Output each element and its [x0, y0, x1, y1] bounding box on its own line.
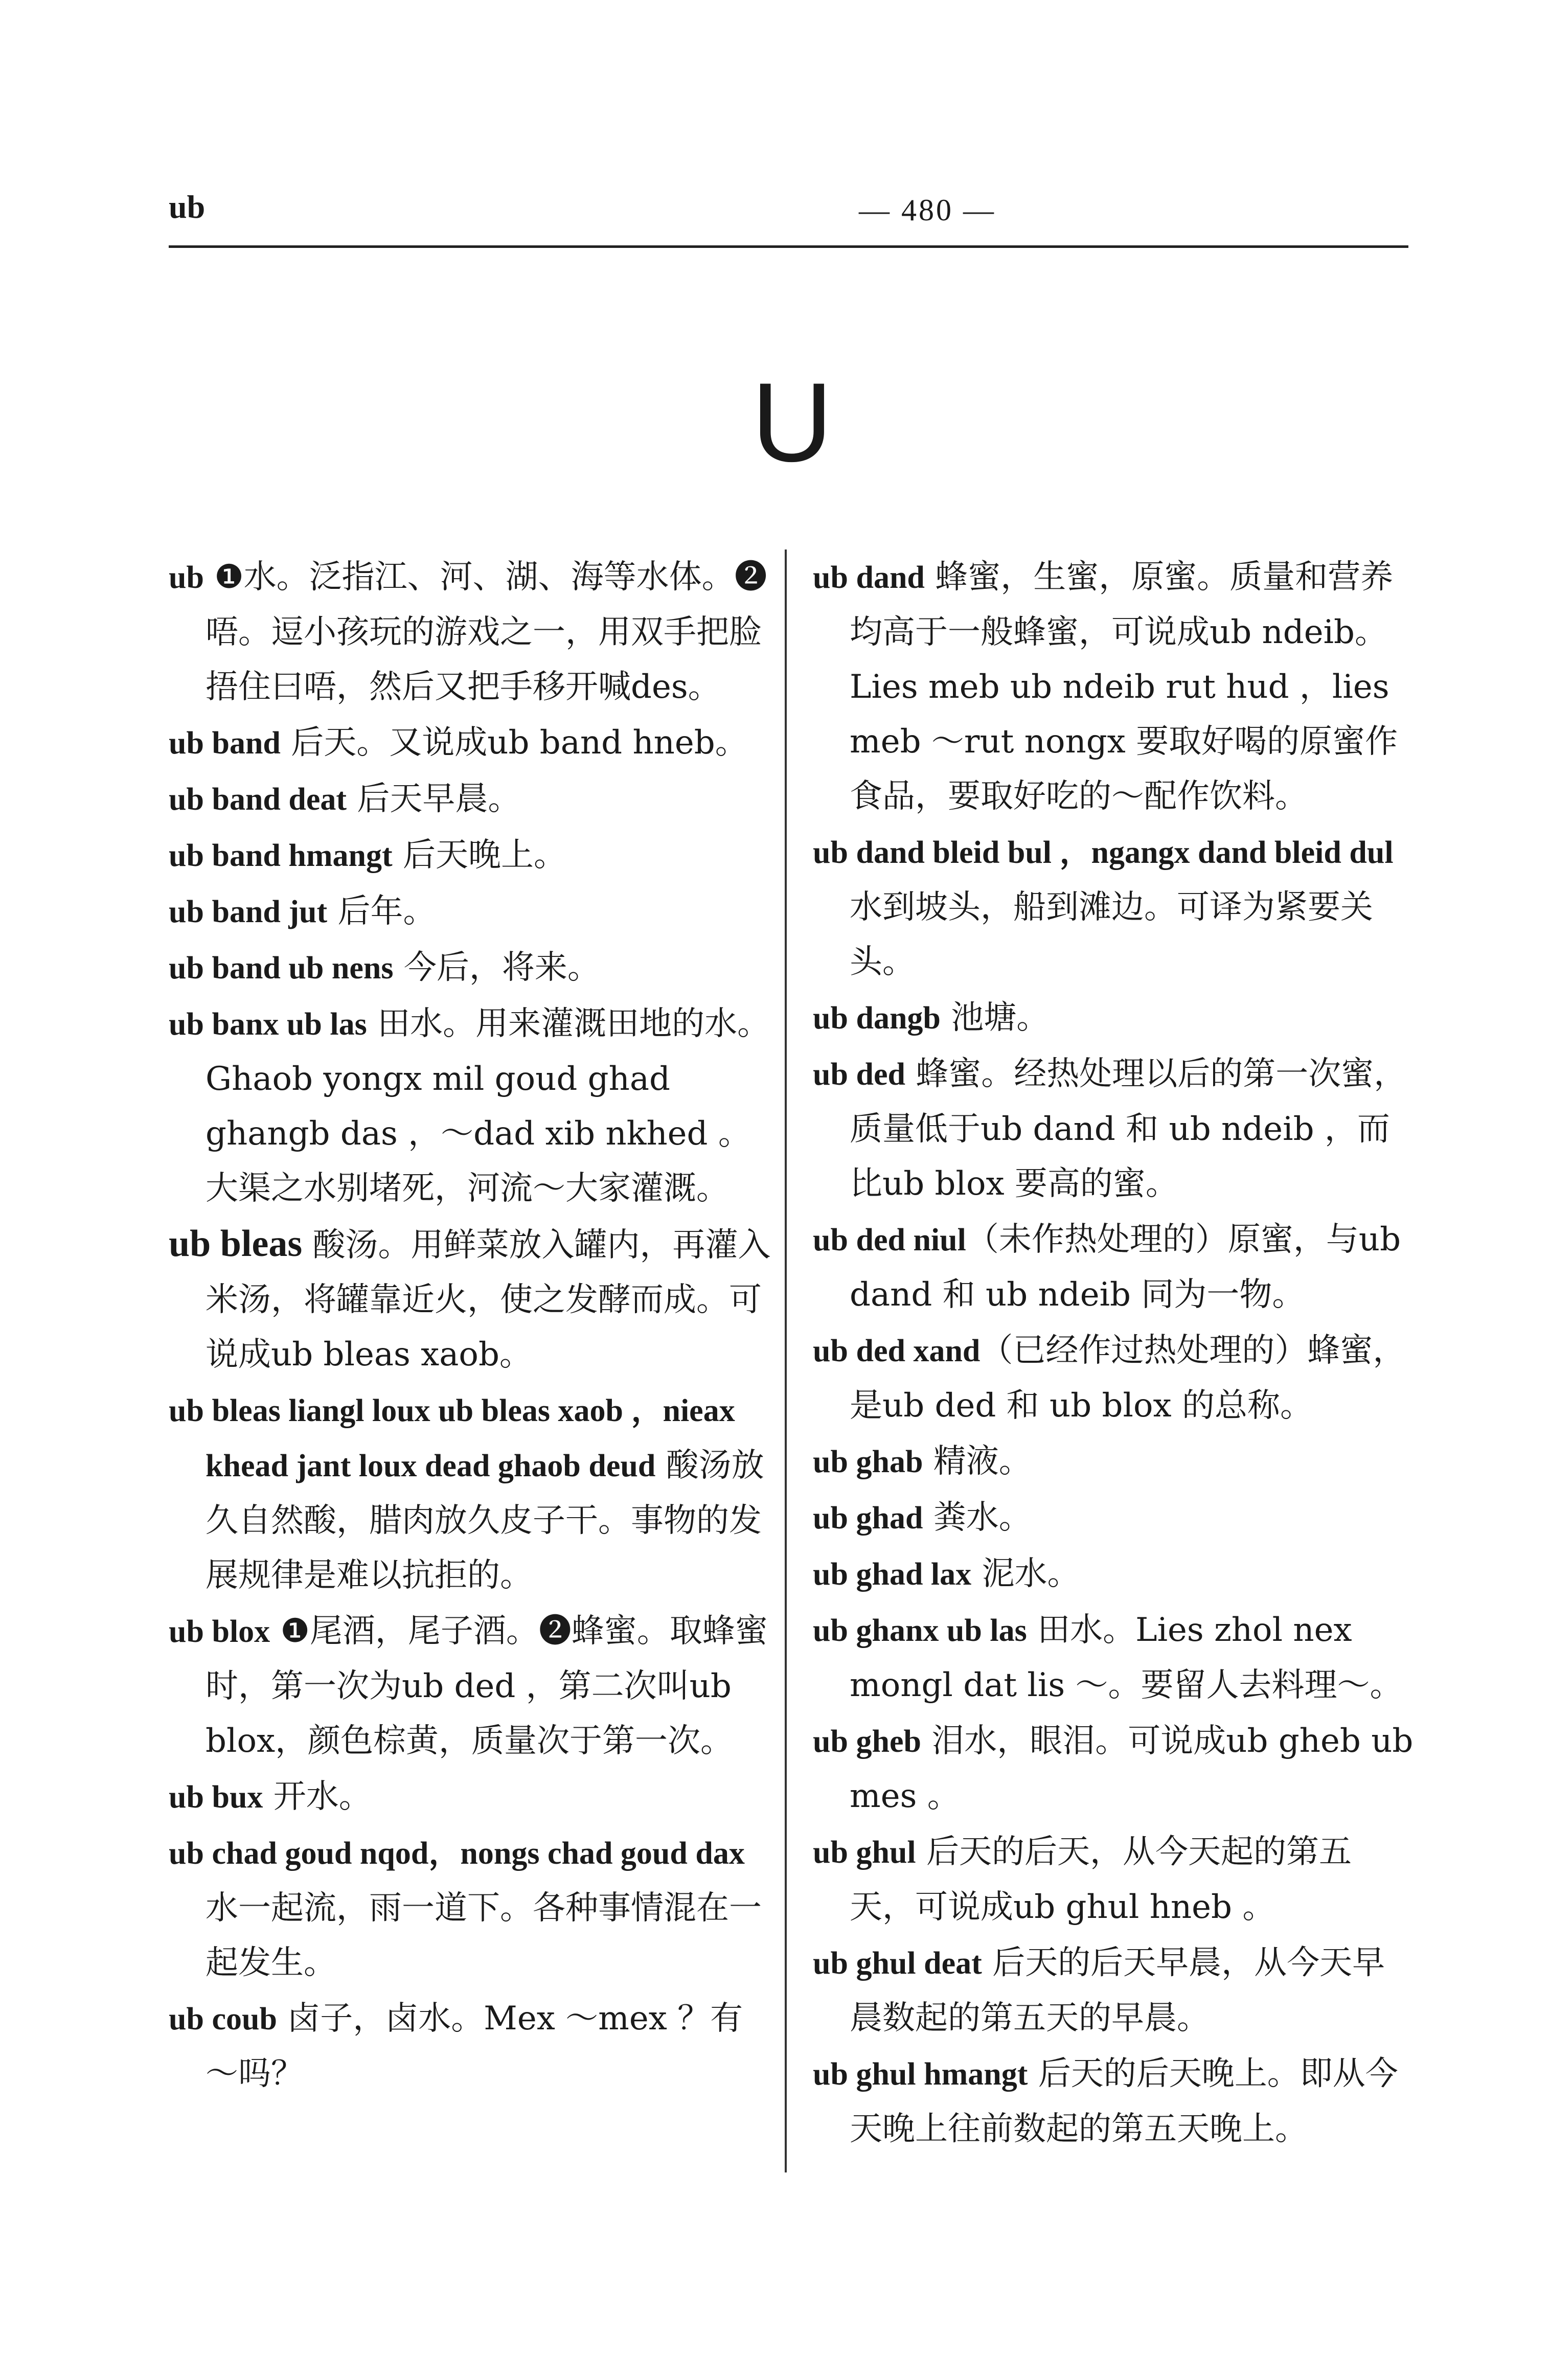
entry-headword: ub band jut: [169, 895, 328, 929]
dictionary-entry: [813, 1434, 1414, 1489]
dictionary-entry: [169, 550, 772, 714]
entry-definition: 水到坡头，船到滩边。可译为紧要关头。: [850, 888, 1373, 981]
entry-definition: 后天。又说成ub band hneb。: [280, 724, 748, 762]
dictionary-entry: [813, 825, 1414, 989]
entry-definition: 池塘。: [940, 999, 1050, 1037]
entry-headword: ub band hmangt: [169, 838, 393, 873]
entry-definition: 精液。: [923, 1443, 1032, 1480]
entry-definition: 后天的后天晚上。即从今天晚上往前数起的第五天晚上。: [850, 2055, 1398, 2148]
running-head-word: ub: [169, 189, 206, 225]
dictionary-entry: [169, 884, 772, 939]
entry-definition: 田水。用来灌溉田地的水。Ghaob yongx mil goud ghad ghangb das ，～dad xib nkhed 。大渠之水别堵死，河流～大家灌溉。: [206, 1005, 770, 1207]
entry-headword: ub ded xand: [813, 1334, 981, 1368]
entry-headword: ub banx ub las: [169, 1007, 367, 1042]
entry-definition: 泥水。: [971, 1555, 1080, 1593]
entry-headword: ub gheb: [813, 1724, 921, 1759]
entry-definition: ❶水。泛指江、河、湖、海等水体。❷唔。逗小孩玩的游戏之一，用双手把脸捂住曰唔，然后又把手移开喊des。: [203, 558, 767, 706]
entry-headword: ub dand: [813, 560, 925, 595]
entry-definition: 后天晚上。: [392, 836, 567, 874]
entry-headword: ub bux: [169, 1780, 263, 1815]
entry-headword: ub ghab: [813, 1445, 923, 1479]
entry-headword: ub bleas: [169, 1223, 303, 1265]
entry-headword: ub dangb: [813, 1001, 941, 1036]
entry-definition: 后天的后天，从今天起的第五天，可说成ub ghul hneb 。: [850, 1833, 1352, 1926]
dictionary-entry: [813, 1323, 1414, 1433]
entry-definition: 田水。Lies zhol nex mongl dat lis ～。要留人去料理～。: [850, 1611, 1403, 1704]
dictionary-entry: [813, 550, 1414, 823]
dictionary-entry: [813, 1212, 1414, 1322]
entry-definition: 水一起流，雨一道下。各种事情混在一起发生。: [206, 1889, 762, 1982]
right-column: [813, 550, 1414, 2157]
dictionary-entry: [169, 1825, 772, 1990]
entry-headword: ub band: [169, 726, 281, 761]
dictionary-entry: [169, 1217, 772, 1382]
entry-headword: ub ghul deat: [813, 1946, 982, 1981]
dictionary-entry: [169, 771, 772, 827]
entry-headword: ub ghul: [813, 1835, 916, 1870]
entry-definition: 蜂蜜，生蜜，原蜜。质量和营养均高于一般蜂蜜，可说成ub ndeib。Lies meb ub ndeib rut hud ，lies meb ～rut nongx 要取好喝的原蜜作食品，要取好吃的～配作饮料。: [850, 558, 1398, 815]
dictionary-entry: [813, 2046, 1414, 2156]
dictionary-entry: [169, 1383, 772, 1603]
entry-headword: ub ded: [813, 1057, 905, 1092]
entry-definition: 后年。: [327, 892, 436, 930]
entry-headword: ub chad goud nqod，nongs chad goud dax: [169, 1836, 745, 1871]
entry-definition: 泪水，眼泪。可说成ub gheb ub mes 。: [850, 1722, 1414, 1815]
dictionary-entry: [169, 940, 772, 995]
dictionary-entry: [169, 1991, 772, 2101]
dictionary-entry: [169, 1769, 772, 1824]
page-header: [169, 184, 1408, 248]
entry-definition: 粪水。: [923, 1499, 1032, 1537]
dictionary-entry: [813, 1490, 1414, 1545]
entry-headword: ub ghul hmangt: [813, 2057, 1028, 2092]
entry-headword: ub coub: [169, 2002, 277, 2036]
dictionary-entry: [169, 996, 772, 1216]
dictionary-entry: [813, 1046, 1414, 1211]
dictionary-entry: [813, 1713, 1414, 1823]
entry-headword: ub ghad: [813, 1501, 923, 1536]
entry-definition: 卤子，卤水。Mex ～mex ？有～吗？: [206, 2000, 743, 2093]
dictionary-entry: [813, 1824, 1414, 1934]
entry-headword: ub ded niul: [813, 1223, 966, 1257]
entry-definition: 今后，将来。: [393, 949, 600, 987]
entry-definition: 后天早晨。: [347, 780, 521, 818]
dictionary-entry: [813, 1603, 1414, 1712]
page-number: — 480 —: [859, 193, 996, 227]
entry-headword: ub blox: [169, 1614, 270, 1649]
entry-headword: ub band deat: [169, 782, 347, 817]
dictionary-entry: [169, 1604, 772, 1768]
column-divider: [785, 550, 787, 2172]
dictionary-entry: [813, 990, 1414, 1045]
dictionary-entry: [169, 828, 772, 883]
entry-headword: ub dand bleid bul ，ngangx dand bleid dul: [813, 835, 1394, 870]
entry-definition: 酸汤。用鲜菜放入罐内，再灌入米汤，将罐靠近火，使之发酵而成。可说成ub bleas xaob。: [206, 1226, 771, 1374]
entry-headword: ub ghad lax: [813, 1557, 972, 1592]
dictionary-entry: [813, 1546, 1414, 1601]
entry-definition: （已经作过热处理的）蜂蜜，是ub ded 和 ub blox 的总称。: [850, 1332, 1406, 1425]
entry-definition: ❶尾酒，尾子酒。❷蜂蜜。取蜂蜜时，第一次为ub ded ，第二次叫ub blox，颜色棕黄，质量次于第一次。: [206, 1612, 768, 1760]
left-column: [169, 550, 772, 2102]
entry-definition: 酸汤放久自然酸，腊肉放久皮子干。事物的发展规律是难以抗拒的。: [206, 1447, 764, 1594]
entry-definition: 蜂蜜。经热处理以后的第一次蜜，质量低于ub dand 和 ub ndeib ，而比ub blox 要高的蜜。: [850, 1055, 1407, 1203]
entry-definition: 开水。: [263, 1778, 372, 1816]
dictionary-entry: [169, 715, 772, 770]
entry-definition: （未作热处理的）原蜜，与ub dand 和 ub ndeib 同为一物。: [850, 1221, 1401, 1314]
section-letter: U: [751, 359, 833, 485]
entry-definition: 后天的后天早晨，从今天早晨数起的第五天的早晨。: [850, 1944, 1385, 2037]
entry-headword: ub ghanx ub las: [813, 1613, 1027, 1648]
entry-headword: ub bleas liangl loux ub bleas xaob ，nieax khead jant loux dead ghaob deud: [169, 1393, 735, 1483]
entry-headword: ub band ub nens: [169, 951, 394, 986]
dictionary-entry: [813, 1935, 1414, 2045]
entry-headword: ub: [169, 560, 204, 595]
